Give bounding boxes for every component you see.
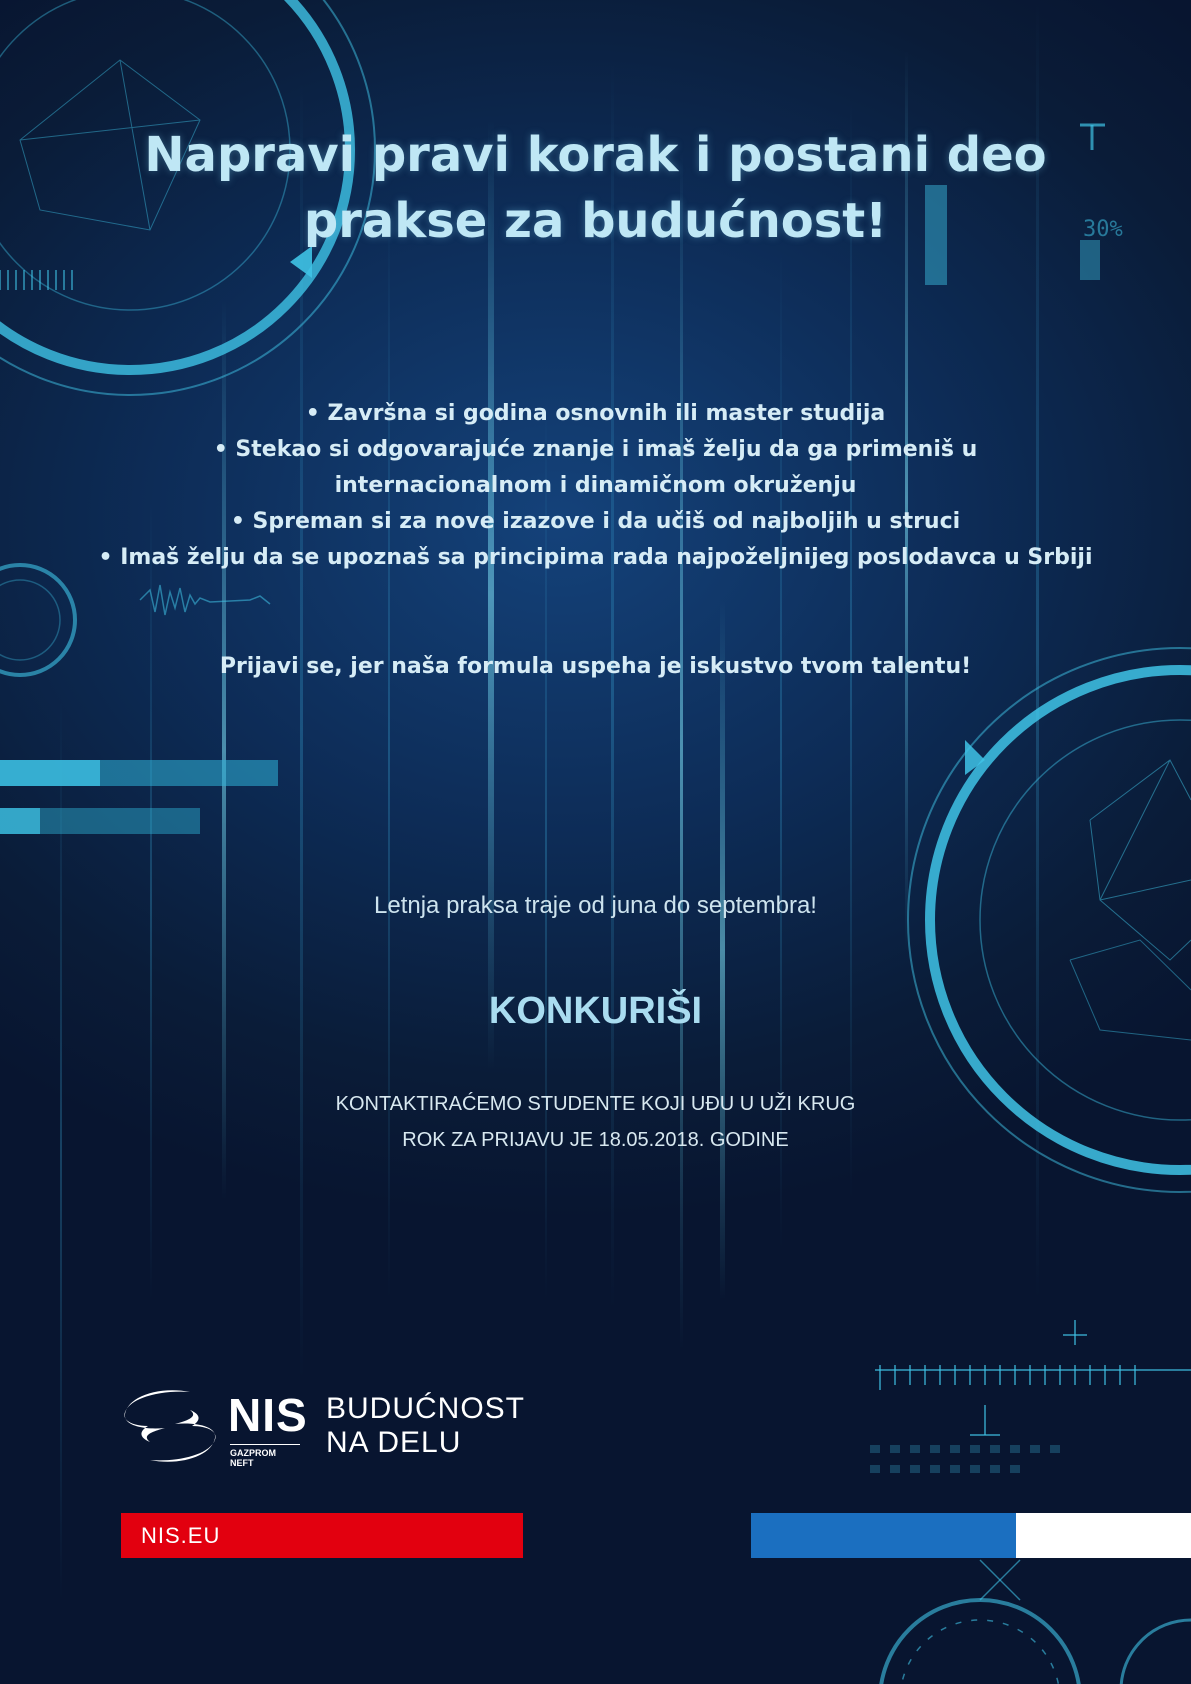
nis-swoosh-icon	[120, 1386, 220, 1466]
tagline-line-1: BUDUĆNOST	[326, 1392, 526, 1425]
application-info	[0, 1086, 1191, 1158]
nis-wordmark: NIS	[228, 1389, 308, 1441]
flag-blue-stripe	[751, 1513, 1016, 1558]
nis-logo	[120, 1386, 540, 1466]
shortlist-contact-note: KONTAKTIRAĆEMO STUDENTE KOJI UĐU U UŽI KRUG	[335, 1093, 856, 1115]
apply-heading: KONKURIŠI	[488, 990, 703, 1032]
flag-white-stripe	[1016, 1513, 1191, 1558]
tagline-line-2: NA DELU	[326, 1426, 462, 1459]
requirement-item-continuation: internacionalnom i dinamičnom okruženju	[334, 473, 857, 498]
headline	[0, 122, 1191, 254]
headline-line-1: Napravi pravi korak i postani deo	[144, 127, 1047, 183]
website-link[interactable]: NIS.EU	[141, 1523, 221, 1548]
requirement-item: • Spreman si za nove izazove i da učiš od najboljih u struci	[230, 509, 961, 534]
requirements-list	[0, 396, 1191, 576]
call-to-action-text: Prijavi se, jer naša formula uspeha je iskustvo tvom talentu!	[219, 654, 972, 679]
requirement-item: • Stekao si odgovarajuće znanje i imaš želju da ga primeniš u	[213, 437, 978, 462]
requirement-item: • Imaš želju da se upoznaš sa principima rada najpoželjnijeg poslodavca u Srbiji	[98, 545, 1093, 570]
gazprom-neft-label: GAZPROM NEFT	[230, 1444, 300, 1468]
website-bar[interactable]	[121, 1513, 523, 1558]
hud-percent-label: 30%	[1083, 217, 1123, 242]
internship-period-text: Letnja praksa traje od juna do septembra!	[374, 892, 817, 919]
application-deadline: ROK ZA PRIJAVU JE 18.05.2018. GODINE	[402, 1129, 789, 1151]
brand-tagline	[326, 1392, 525, 1460]
headline-line-2: prakse za budućnost!	[303, 193, 888, 249]
requirement-item: • Završna si godina osnovnih ili master studija	[305, 401, 886, 426]
